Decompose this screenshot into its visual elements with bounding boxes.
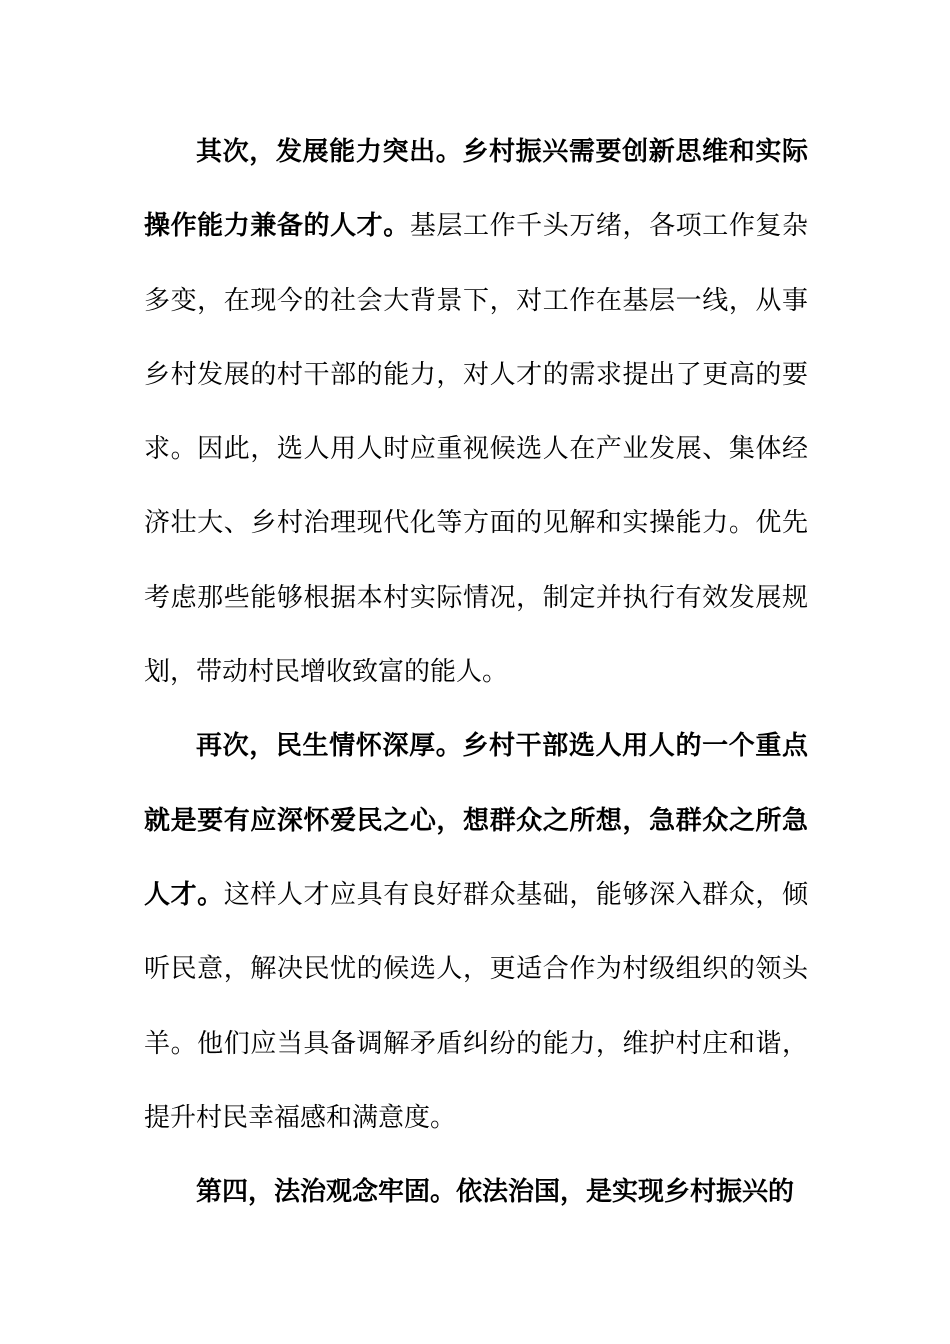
document-page bbox=[144, 115, 808, 1229]
paragraph-heading: 第四，法治观念牢固。依法治国，是实现乡村振兴的 bbox=[196, 1177, 795, 1208]
paragraph-heading: 再次，民生情怀深厚。乡村干部选人用人的一个重点就是要有应深怀爱民之心，想群众之所想，急群众之所急人才。 bbox=[144, 731, 808, 910]
paragraph-rule-of-law bbox=[144, 1155, 808, 1229]
paragraph-body: 基层工作千头万绪，各项工作复杂多变，在现今的社会大背景下，对工作在基层一线，从事乡村发展的村干部的能力，对人才的需求提出了更高的要求。因此，选人用人时应重视候选人在产业发展、集体经济壮大、乡村治理现代化等方面的见解和实操能力。优先考虑那些能够根据本村实际情况，制定并执行有效发展规划，带动村民增收致富的能人。 bbox=[144, 211, 808, 688]
paragraph-body: 这样人才应具有良好群众基础，能够深入群众，倾听民意，解决民忧的候选人，更适合作为村级组织的领头羊。他们应当具备调解矛盾纠纷的能力，维护村庄和谐，提升村民幸福感和满意度。 bbox=[144, 879, 808, 1133]
paragraph-livelihood-care bbox=[144, 709, 808, 1155]
paragraph-heading: 其次，发展能力突出。乡村振兴需要创新思维和实际操作能力兼备的人才。 bbox=[144, 137, 808, 242]
paragraph-development-ability bbox=[144, 115, 808, 709]
